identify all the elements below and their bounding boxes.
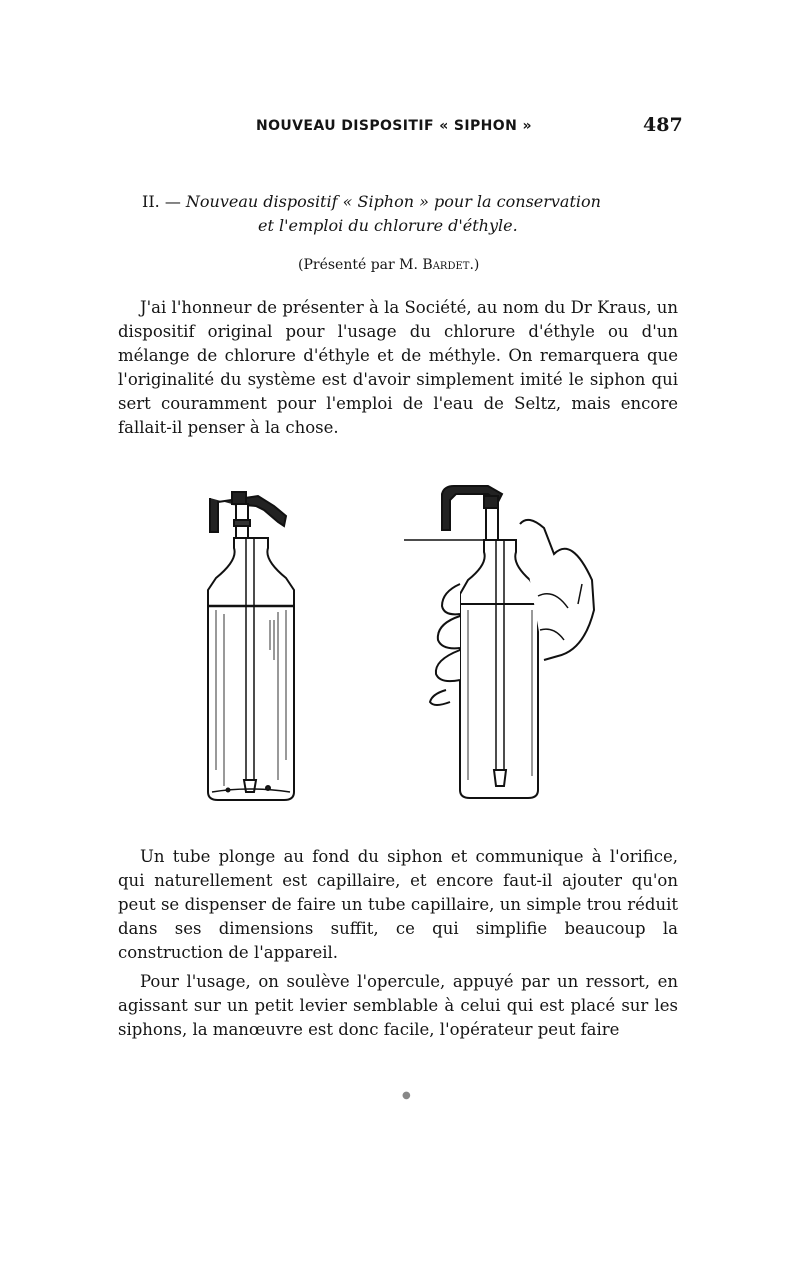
presenter-suffix: .) [469,257,480,273]
siphon-bottle-icon [208,492,294,800]
running-head: NOUVEAU DISPOSITIF « SIPHON » [256,118,532,134]
section-title-line2: et l'emploi du chlorure d'éthyle. [258,216,518,235]
presenter-name: Bardet [422,257,470,273]
paragraph-tube: Un tube plonge au fond du siphon et communique à l'orifice, qui naturellement est capillaire, et encore faut-il ajouter qu'on peut se dispenser de faire un tube capillaire, un simple trou réduit dans ses dimensions suffit, ce qui simplifie beaucoup la construction de l'appareil. [118,847,678,962]
paragraph-usage: Pour l'usage, on soulève l'opercule, appuyé par un ressort, en agissant sur un petit levier semblable à celui qui est placé sur les siphons, la manœuvre est donc facile, l'opérateur peut faire [118,972,678,1039]
print-speck: ● [402,1090,411,1101]
presenter-line [298,257,479,273]
paragraph-intro: J'ai l'honneur de présenter à la Société, au nom du Dr Kraus, un dispositif original pour l'usage du chlorure d'éthyle ou d'un mélange de chlorure d'éthyle et de méthyle. On remarquera que l'originalité du système est d'avoir simplement imité le siphon qui sert couramment pour l'emploi de l'eau de Seltz, mais encore fallait-il penser à la chose. [118,298,678,437]
page-number: 487 [643,114,683,136]
siphon-figure [198,480,618,820]
section-number: II. — [142,192,181,211]
section-title-line1: Nouveau dispositif « Siphon » pour la conservation [185,192,601,211]
siphon-bottle-in-hand-icon [404,486,594,798]
presenter-prefix: (Présenté par M. [298,257,418,273]
section-heading [142,190,682,238]
